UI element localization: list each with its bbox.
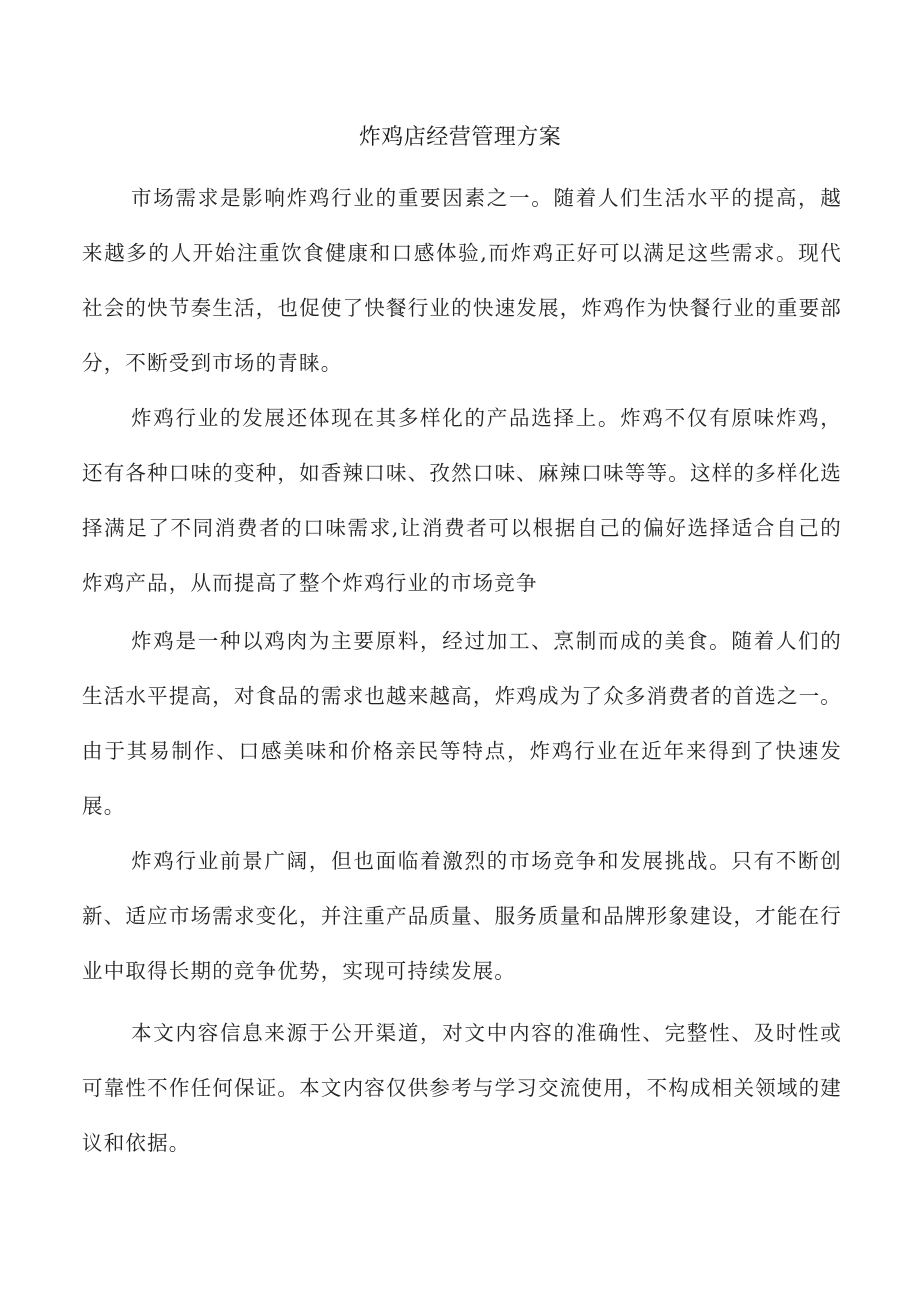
paragraph-disclaimer: 本文内容信息来源于公开渠道，对文中内容的准确性、完整性、及时性或可靠性不作任何保证。本文内容仅供参考与学习交流使用，不构成相关领域的建议和依据。 xyxy=(82,1021,842,1155)
paragraph-product-variety: 炸鸡行业的发展还体现在其多样化的产品选择上。炸鸡不仅有原味炸鸡，还有各种口味的变种，如香辣口味、孜然口味、麻辣口味等等。这样的多样化选择满足了不同消费者的口味需求,让消费者可以根据自己的偏好选择适合自己的炸鸡产品，从而提高了整个炸鸡行业的市场竞争 xyxy=(82,406,842,595)
paragraph-market-demand: 市场需求是影响炸鸡行业的重要因素之一。随着人们生活水平的提高，越来越多的人开始注重饮食健康和口感体验,而炸鸡正好可以满足这些需求。现代社会的快节奏生活，也促使了快餐行业的快速发展，炸鸡作为快餐行业的重要部分，不断受到市场的青睐。 xyxy=(82,186,842,375)
paragraph-fried-chicken-intro: 炸鸡是一种以鸡肉为主要原料，经过加工、烹制而成的美食。随着人们的生活水平提高，对食品的需求也越来越高，炸鸡成为了众多消费者的首选之一。由于其易制作、口感美味和价格亲民等特点，炸鸡行业在近年来得到了快速发展。 xyxy=(82,629,842,818)
paragraph-industry-outlook: 炸鸡行业前景广阔，但也面临着激烈的市场竞争和发展挑战。只有不断创新、适应市场需求变化，并注重产品质量、服务质量和品牌形象建设，才能在行业中取得长期的竞争优势，实现可持续发展。 xyxy=(82,849,842,983)
document-title: 炸鸡店经营管理方案 xyxy=(358,125,562,150)
